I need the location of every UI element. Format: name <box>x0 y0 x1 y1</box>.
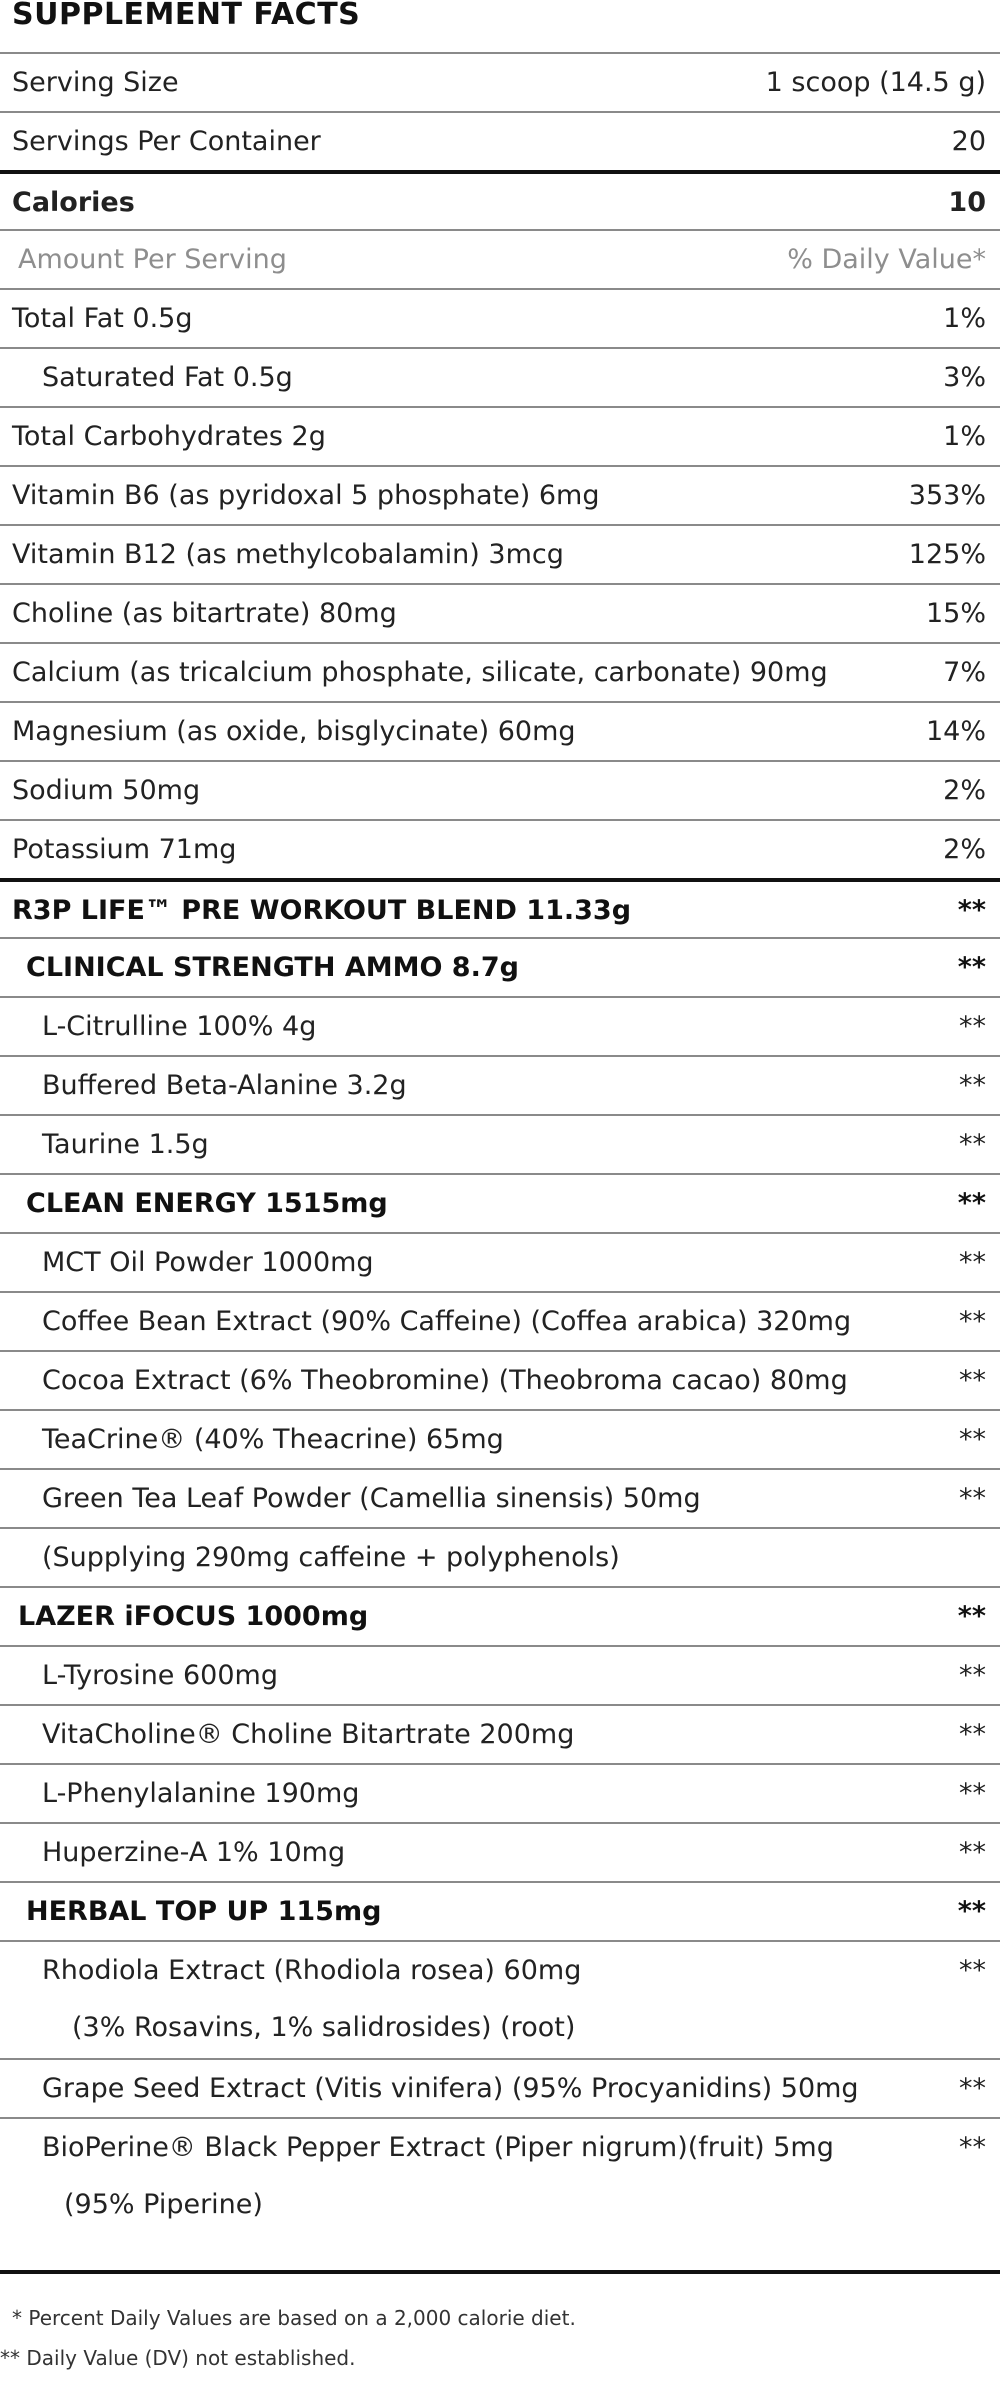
facts-row-rhodiola-note: (3% Rosavins, 1% salidrosides) (root) <box>72 2012 576 2043</box>
facts-row-l-phenylalanine: L-Phenylalanine 190mg ** <box>0 1763 1000 1822</box>
facts-row-huperzine-a: Huperzine-A 1% 10mg ** <box>0 1822 1000 1881</box>
facts-row-beta-alanine: Buffered Beta-Alanine 3.2g ** <box>0 1055 1000 1114</box>
facts-row-blend-header: R3P LIFE™ PRE WORKOUT BLEND 11.33g ** <box>0 878 1000 937</box>
facts-row-vitamin-b6: Vitamin B6 (as pyridoxal 5 phosphate) 6mg 353% <box>0 465 1000 524</box>
facts-row-choline: Choline (as bitartrate) 80mg 15% <box>0 583 1000 642</box>
facts-row-coffee-bean-extract: Coffee Bean Extract (90% Caffeine) (Coffea arabica) 320mg ** <box>0 1291 1000 1350</box>
facts-row-l-tyrosine: L-Tyrosine 600mg ** <box>0 1645 1000 1704</box>
facts-row-grape-seed-extract: Grape Seed Extract (Vitis vinifera) (95% Procyanidins) 50mg ** <box>0 2058 1000 2117</box>
facts-row-piperine-note: (95% Piperine) <box>64 2189 263 2220</box>
facts-row-lazer-ifocus: LAZER iFOCUS 1000mg ** <box>0 1586 1000 1645</box>
facts-row-herbal-top-up: HERBAL TOP UP 115mg ** <box>0 1881 1000 1940</box>
facts-row-calories: Calories 10 <box>0 170 1000 229</box>
facts-row-bioperine: BioPerine® Black Pepper Extract (Piper nigrum)(fruit) 5mg ** <box>0 2117 1000 2176</box>
facts-row-saturated-fat: Saturated Fat 0.5g 3% <box>0 347 1000 406</box>
facts-row-green-tea-leaf-powder: Green Tea Leaf Powder (Camellia sinensis) 50mg ** <box>0 1468 1000 1527</box>
facts-row-rhodiola-extract: Rhodiola Extract (Rhodiola rosea) 60mg ** <box>0 1940 1000 1999</box>
footnote-not-established: ** Daily Value (DV) not established. <box>0 2346 356 2370</box>
facts-row-serving-size: Serving Size 1 scoop (14.5 g) <box>0 52 1000 111</box>
facts-row-mct-oil-powder: MCT Oil Powder 1000mg ** <box>0 1232 1000 1291</box>
facts-row-l-citrulline: L-Citrulline 100% 4g ** <box>0 996 1000 1055</box>
facts-row-magnesium: Magnesium (as oxide, bisglycinate) 60mg 14% <box>0 701 1000 760</box>
facts-row-potassium: Potassium 71mg 2% <box>0 819 1000 878</box>
facts-row-sodium: Sodium 50mg 2% <box>0 760 1000 819</box>
facts-row-caffeine-note: (Supplying 290mg caffeine + polyphenols) <box>0 1527 1000 1586</box>
bottom-rule <box>0 2270 1000 2274</box>
footnote-daily-value: * Percent Daily Values are based on a 2,000 calorie diet. <box>12 2306 576 2330</box>
facts-row-cocoa-extract: Cocoa Extract (6% Theobromine) (Theobroma cacao) 80mg ** <box>0 1350 1000 1409</box>
facts-row-total-fat: Total Fat 0.5g 1% <box>0 288 1000 347</box>
facts-row-vitamin-b12: Vitamin B12 (as methylcobalamin) 3mcg 125% <box>0 524 1000 583</box>
facts-row-calcium: Calcium (as tricalcium phosphate, silicate, carbonate) 90mg 7% <box>0 642 1000 701</box>
facts-row-clean-energy: CLEAN ENERGY 1515mg ** <box>0 1173 1000 1232</box>
panel-title: SUPPLEMENT FACTS <box>12 0 361 32</box>
facts-row-total-carbohydrates: Total Carbohydrates 2g 1% <box>0 406 1000 465</box>
facts-row-clinical-strength-ammo: CLINICAL STRENGTH AMMO 8.7g ** <box>0 937 1000 996</box>
facts-row-servings-per-container: Servings Per Container 20 <box>0 111 1000 170</box>
facts-table <box>0 52 1000 2235</box>
facts-row-vitacholine: VitaCholine® Choline Bitartrate 200mg ** <box>0 1704 1000 1763</box>
facts-row-amount-header: Amount Per Serving % Daily Value* <box>0 229 1000 288</box>
facts-row-taurine: Taurine 1.5g ** <box>0 1114 1000 1173</box>
facts-row-teacrine: TeaCrine® (40% Theacrine) 65mg ** <box>0 1409 1000 1468</box>
